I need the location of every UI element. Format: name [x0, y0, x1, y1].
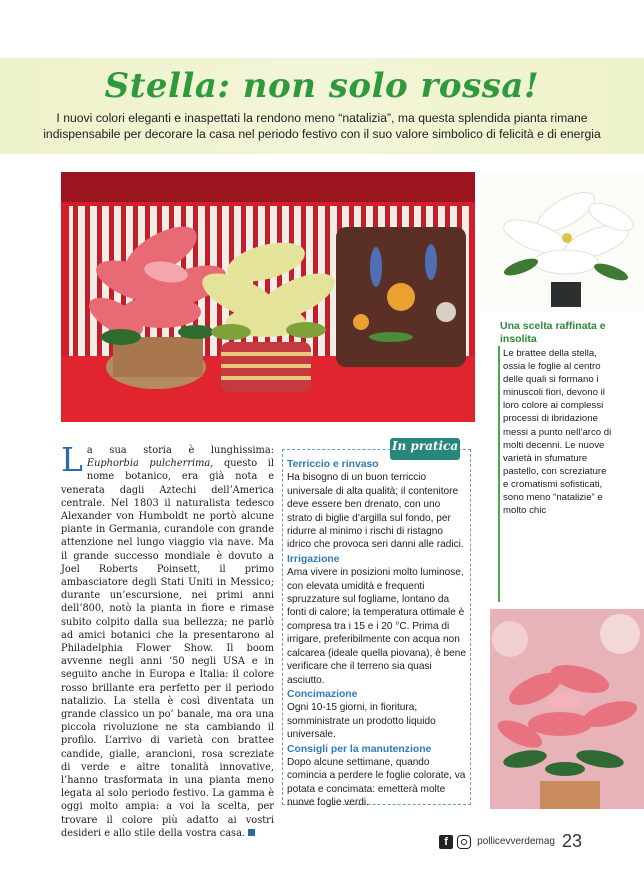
drop-cap: L	[61, 440, 83, 479]
article-intro: a sua storia è lunghissima:	[86, 445, 274, 456]
side-photo-white-poinsettia	[481, 172, 644, 312]
tip-heading-concimazione: Concimazione	[287, 688, 358, 700]
tip-text-irrigazione: Ama vivere in posizioni molto luminose, con elevata umidità e frequenti spruzzature sul fogliame, lontano da fonti di calore; la temperatura ottimale è compresa tra i 15 e i 20 °C. Prima di irrigare, preferibilmente con acqua non calcarea (ideale quella piovana), è bene verificare che il terreno sia quasi asciutto.	[287, 567, 467, 686]
tip-text-terriccio: Ha bisogno di un buon terriccio universale di alta qualità; il contenitore deve essere ben drenato, con uno strato di biglie d’argilla sul fondo, per ridurre al minimo i rischi di ristagno idrico che provoca seri danni alle radici.	[287, 472, 464, 551]
page-title: Stella: non solo rossa!	[104, 66, 540, 106]
sidebar-text: Le brattee della stella, ossia le foglie al centro delle quali si formano i minuscoli fiori, devono il loro colore ai complessi processi di ibridazione messi a punto nell’arco di molti decenni. Le nuove varietà in sfumature pastello, con screziature e cromatismi sofisticati, sono meno “natalizie” e molto chic	[503, 348, 612, 517]
end-mark-icon	[248, 829, 255, 836]
sidebar-accent-bar	[498, 346, 500, 602]
main-photo-poinsettias	[61, 172, 475, 422]
page-footer	[439, 831, 582, 852]
white-poinsettia-illustration	[481, 172, 644, 312]
article-text: , questo il nome botanico, era già nota e venerata dagli Aztechi dell’America centrale. Nel 1803 il naturalista tedesco Alexander von Humboldt ne portò alcune piante in Germania, curandole con grande attenzione nel lungo viaggio via nave. Ma il grande successo mondiale è dovuto a Joel Roberts Poinsett, il primo ambasciatore degli Stati Uniti in Messico; durante un’escursione, nei primi anni dell’800, notò la pianta in fiore e rimase subito colpito dalla sua bellezza; ne parlò ad amici botanici che la presentarono al Philadelphia Flower Show. Il boom avvenne negli anni ‘50 negli USA e in seguito anche in Europa e Italia: il colore rosso brillante era perfetto per il periodo natalizio. La stella è così diventata un grande classico un po’ banale, ma ora una piccola rivoluzione ne sta cambiando il profilo. L’arrivo di varietà con brattee candide, gialle, arancioni, rosa screziate di verde e altre tonalità innovative, l’hanno trasformata in una pianta meno legata al solo periodo festivo. La gamma è oggi molto ampia: a voi la scelta, per trovare il colore più adatto ai vostri desideri e allo stile della vostra casa.	[61, 458, 274, 839]
page-number: 23	[561, 831, 582, 851]
instagram-icon	[457, 835, 471, 849]
botanical-name: Euphorbia pulcherrima	[86, 458, 211, 470]
pink-poinsettia-illustration	[490, 609, 644, 809]
sidebar-title: Una scelta raffinata e insolita	[500, 320, 606, 345]
tip-text-manutenzione: Dopo alcune settimane, quando comincia a perdere le foglie colorate, va potata e concimata: emetterà molte nuove foglie verdi.	[287, 756, 466, 809]
facebook-icon: f	[439, 835, 453, 849]
poinsettia-photo-illustration	[61, 172, 475, 422]
side-photo-pink-poinsettia	[490, 609, 644, 809]
social-handle: pollicevverdemag	[477, 836, 555, 847]
tip-heading-manutenzione: Consigli per la manutenzione	[287, 743, 432, 755]
tip-heading-irrigazione: Irrigazione	[287, 553, 340, 565]
practical-tips-content	[287, 458, 467, 811]
tip-text-concimazione: Ogni 10-15 giorni, in fioritura, somministrate un prodotto liquido universale.	[287, 702, 436, 741]
in-pratica-label: In pratica	[391, 439, 459, 453]
page-subtitle: I nuovi colori eleganti e inaspettati la rendono meno “natalizia”, ma questa splendida pianta rimane indispensabile per decorare la casa nel periodo festivo con il suo valore simbolico di felicità e di energia	[43, 111, 601, 141]
tip-heading-terriccio: Terriccio e rinvaso	[287, 459, 379, 470]
article-body	[61, 440, 274, 840]
